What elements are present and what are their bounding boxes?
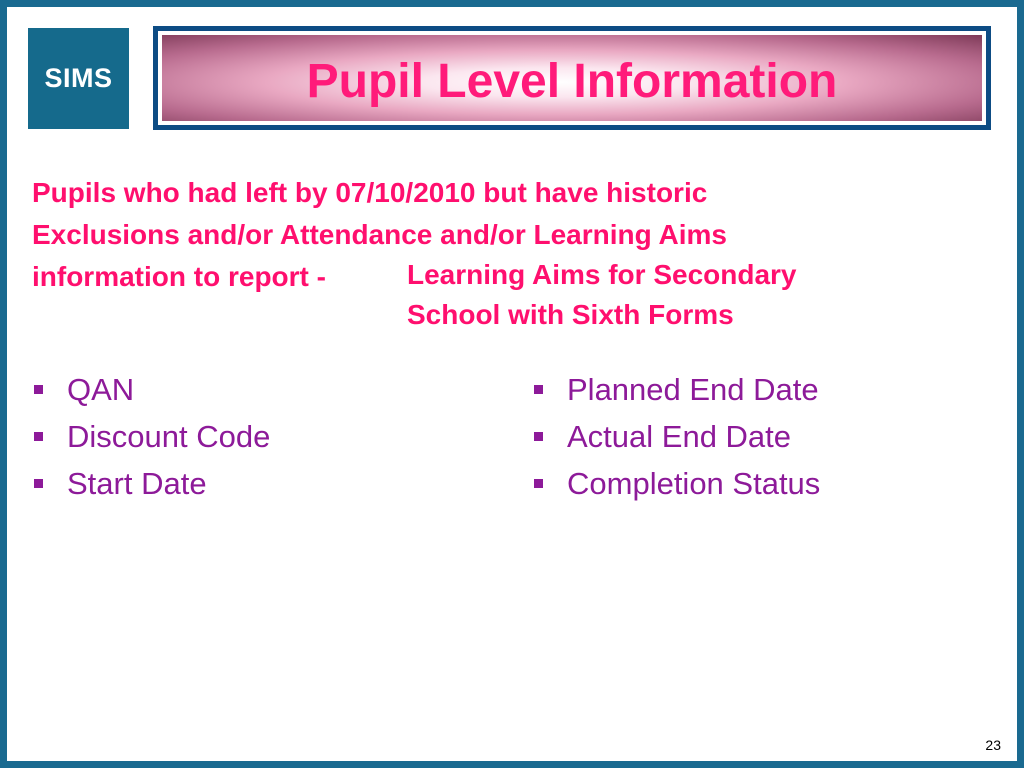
list-item [532,413,820,460]
intro-line-3: information to report - [32,261,326,292]
subtitle-line-1: Learning Aims for Secondary [407,259,797,290]
list-item [32,460,270,507]
square-bullet-icon [534,479,543,488]
list-item [532,366,820,413]
bullet-list-right [532,366,820,507]
bullet-list-left [32,366,270,507]
square-bullet-icon [34,385,43,394]
subtitle-line-2: School with Sixth Forms [407,299,734,330]
square-bullet-icon [534,432,543,441]
square-bullet-icon [34,479,43,488]
list-item [32,366,270,413]
logo-text: SIMS [44,63,113,93]
list-item-label: Actual End Date [567,419,792,454]
slide-title: Pupil Level Information [306,55,838,108]
square-bullet-icon [534,385,543,394]
title-frame [153,26,991,130]
intro-line-1: Pupils who had left by 07/10/2010 but have historic [32,177,708,208]
list-item-label: QAN [67,372,135,407]
list-item-label: Planned End Date [567,372,819,407]
list-item-label: Discount Code [67,419,271,454]
title-band [162,35,982,121]
list-item-label: Completion Status [567,466,821,501]
list-item-label: Start Date [67,466,207,501]
page-number: 23 [985,737,1001,753]
list-item [532,460,820,507]
intro-line-2: Exclusions and/or Attendance and/or Learning Aims [32,219,727,250]
sims-logo [28,28,129,129]
list-item [32,413,270,460]
square-bullet-icon [34,432,43,441]
